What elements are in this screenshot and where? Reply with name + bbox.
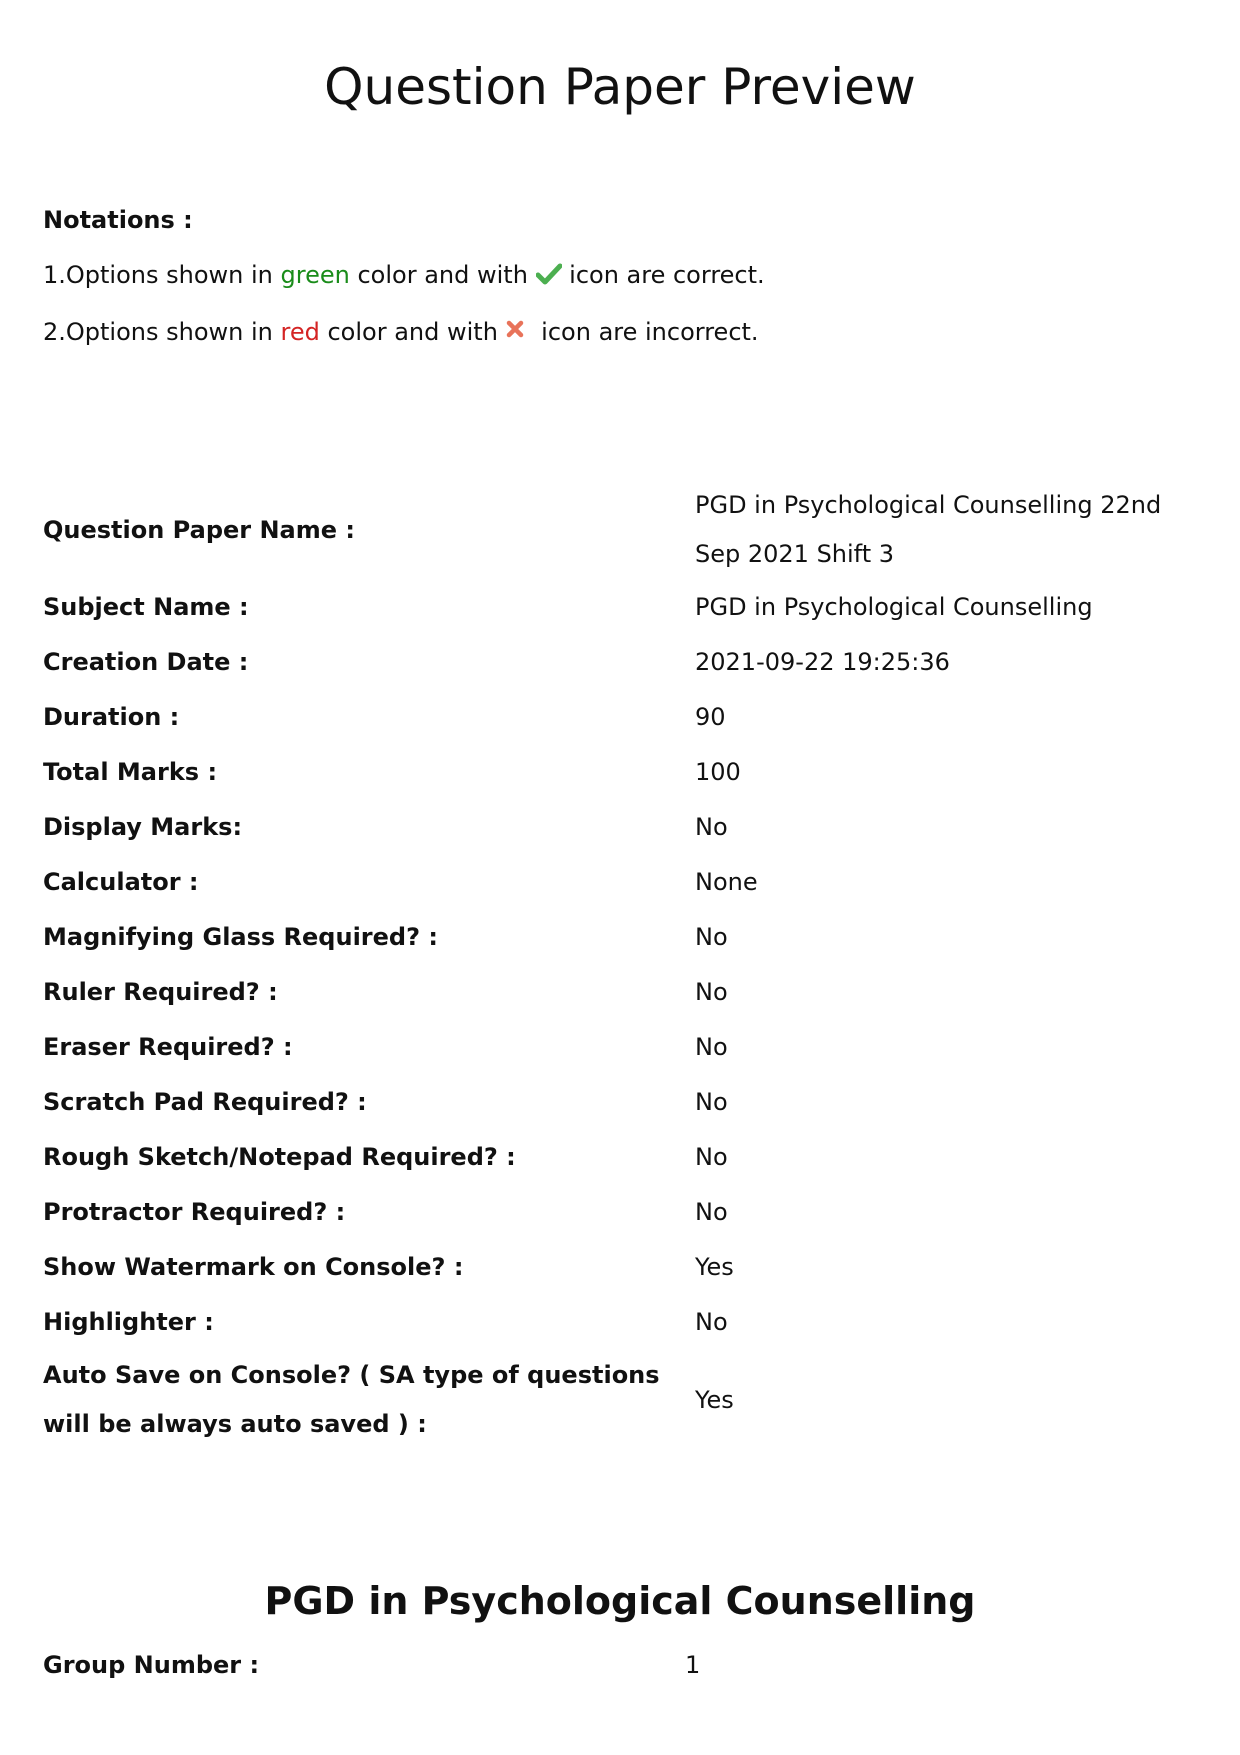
detail-row bbox=[43, 965, 1203, 1020]
detail-row bbox=[43, 745, 1203, 800]
detail-row bbox=[43, 580, 1203, 635]
detail-label: Calculator : bbox=[43, 868, 199, 896]
detail-label: Subject Name : bbox=[43, 593, 249, 621]
detail-row bbox=[43, 635, 1203, 690]
check-icon bbox=[536, 250, 562, 272]
detail-row bbox=[43, 690, 1203, 745]
notation-incorrect bbox=[43, 303, 765, 360]
notation-correct-suffix: icon are correct. bbox=[561, 261, 765, 289]
detail-label: Rough Sketch/Notepad Required? : bbox=[43, 1143, 516, 1171]
detail-value: No bbox=[695, 923, 728, 951]
detail-label: Auto Save on Console? ( SA type of questions will be always auto saved ) : bbox=[43, 1361, 660, 1438]
detail-row bbox=[43, 1240, 1203, 1295]
detail-value: No bbox=[695, 1088, 728, 1116]
notation-incorrect-middle: color and with bbox=[319, 318, 506, 346]
detail-label: Total Marks : bbox=[43, 758, 218, 786]
detail-value: None bbox=[695, 868, 758, 896]
detail-row bbox=[43, 1295, 1203, 1350]
detail-value: Yes bbox=[695, 1253, 734, 1281]
detail-row bbox=[43, 1185, 1203, 1240]
detail-row bbox=[43, 1130, 1203, 1185]
detail-row bbox=[43, 800, 1203, 855]
detail-label: Protractor Required? : bbox=[43, 1198, 346, 1226]
detail-value: No bbox=[695, 1033, 728, 1061]
notations-heading: Notations : bbox=[43, 206, 193, 234]
group-number-row bbox=[43, 1645, 1203, 1685]
notation-incorrect-prefix: 2.Options shown in bbox=[43, 318, 281, 346]
detail-label: Duration : bbox=[43, 703, 180, 731]
cross-icon bbox=[506, 303, 524, 321]
detail-value: No bbox=[695, 1143, 728, 1171]
detail-row bbox=[43, 1020, 1203, 1075]
detail-value: PGD in Psychological Counselling bbox=[695, 593, 1093, 621]
detail-value: Yes bbox=[695, 1385, 734, 1414]
detail-label: Scratch Pad Required? : bbox=[43, 1088, 367, 1116]
detail-row bbox=[43, 1350, 1203, 1450]
detail-label: Highlighter : bbox=[43, 1308, 214, 1336]
detail-label: Display Marks: bbox=[43, 813, 243, 841]
detail-value: No bbox=[695, 813, 728, 841]
paper-details-table bbox=[43, 480, 1203, 1450]
detail-label: Show Watermark on Console? : bbox=[43, 1253, 464, 1281]
detail-value: No bbox=[695, 1198, 728, 1226]
detail-value: 90 bbox=[695, 703, 726, 731]
detail-value: 2021-09-22 19:25:36 bbox=[695, 648, 950, 676]
page-title: Question Paper Preview bbox=[324, 58, 916, 116]
detail-value: 100 bbox=[695, 758, 741, 786]
detail-label: Creation Date : bbox=[43, 648, 249, 676]
detail-row bbox=[43, 1075, 1203, 1130]
notation-incorrect-color-word: red bbox=[280, 318, 320, 346]
detail-row bbox=[43, 480, 1203, 580]
group-number-label: Group Number : bbox=[43, 1651, 260, 1679]
detail-label: Ruler Required? : bbox=[43, 978, 278, 1006]
notations-block bbox=[43, 200, 765, 360]
section-title: PGD in Psychological Counselling bbox=[264, 1579, 976, 1623]
notation-correct bbox=[43, 248, 765, 303]
notation-correct-color-word: green bbox=[280, 261, 350, 289]
detail-row bbox=[43, 910, 1203, 965]
detail-label: Eraser Required? : bbox=[43, 1033, 293, 1061]
detail-value: No bbox=[695, 1308, 728, 1336]
notation-correct-middle: color and with bbox=[349, 261, 536, 289]
detail-value: PGD in Psychological Counselling 22nd Sep 2021 Shift 3 bbox=[695, 491, 1162, 568]
detail-value: No bbox=[695, 978, 728, 1006]
detail-label: Question Paper Name : bbox=[43, 515, 355, 544]
notation-incorrect-suffix: icon are incorrect. bbox=[533, 318, 759, 346]
detail-label: Magnifying Glass Required? : bbox=[43, 923, 438, 951]
notation-correct-prefix: 1.Options shown in bbox=[43, 261, 281, 289]
group-number-value: 1 bbox=[685, 1651, 701, 1679]
detail-row bbox=[43, 855, 1203, 910]
